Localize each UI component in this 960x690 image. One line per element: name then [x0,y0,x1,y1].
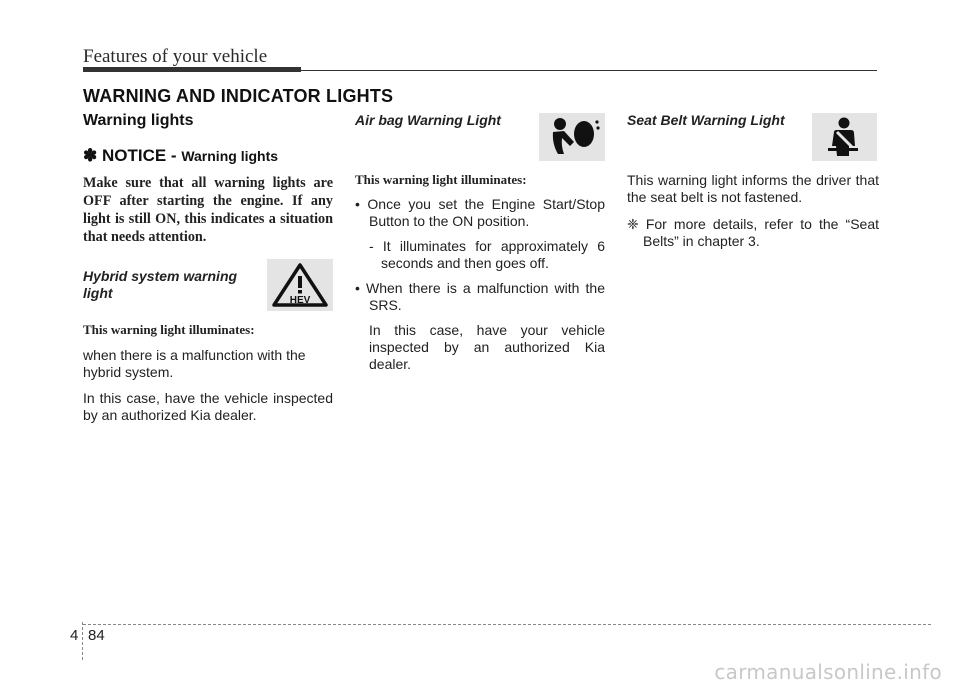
hybrid-title-line-2: light [83,285,113,301]
airbag-bullet-1: • Once you set the Engine Start/Stop Button to the ON position. [355,196,605,229]
page-number: 84 [88,627,105,644]
hybrid-title-line-1: Hybrid system warning [83,268,238,284]
hybrid-p1: when there is a malfunction with the hybrid system. [83,347,306,380]
section-heading: WARNING AND INDICATOR LIGHTS [83,86,394,106]
notice-topic: Warning lights [181,148,279,164]
hev-warning-icon [267,259,333,311]
seatbelt-reference: ❈ For more details, refer to the “Seat Belts” in chapter 3. [627,216,879,249]
hybrid-p2: In this case, have the vehicle inspected by an authorized Kia dealer. [83,390,333,423]
hev-icon-text: HEV [289,295,311,306]
hybrid-illuminates: This warning light illuminates: [83,322,255,337]
seatbelt-p1: This warning light informs the driver that the seat belt is not fastened. [627,172,879,205]
notice-heading [83,146,333,166]
airbag-sub-1: - It illuminates for approximately 6 seconds and then goes off. [369,238,605,271]
header-rule-thick [83,67,301,72]
notice-symbol: ✽ [83,146,98,165]
airbag-person-icon [544,116,600,158]
subhead-warning-lights: Warning lights [83,112,194,129]
notice-text: Make sure that all warning lights are OFF after starting the engine. If any light is still ON, this indicates a situation that needs attention. [83,175,333,245]
airbag-warning-icon [539,113,605,161]
header-rule-thin [301,70,877,71]
seatbelt-title: Seat Belt Warning Light [627,112,785,128]
watermark: carmanualsonline.info [714,660,942,684]
notice-label: NOTICE - [101,146,182,165]
airbag-p1: In this case, have your vehicle inspected by an authorized Kia dealer. [369,322,605,372]
seatbelt-warning-icon [812,113,877,161]
airbag-illuminates: This warning light illuminates: [355,172,527,187]
footer-rule [83,624,931,625]
footer-divider [82,622,83,660]
running-header: Features of your vehicle [83,46,268,67]
airbag-title: Air bag Warning Light [355,112,501,128]
airbag-bullet-2: • When there is a malfunction with the SRS. [355,280,605,313]
seatbelt-person-icon [822,116,868,158]
chapter-number: 4 [70,627,79,644]
hev-triangle-icon [271,262,329,308]
